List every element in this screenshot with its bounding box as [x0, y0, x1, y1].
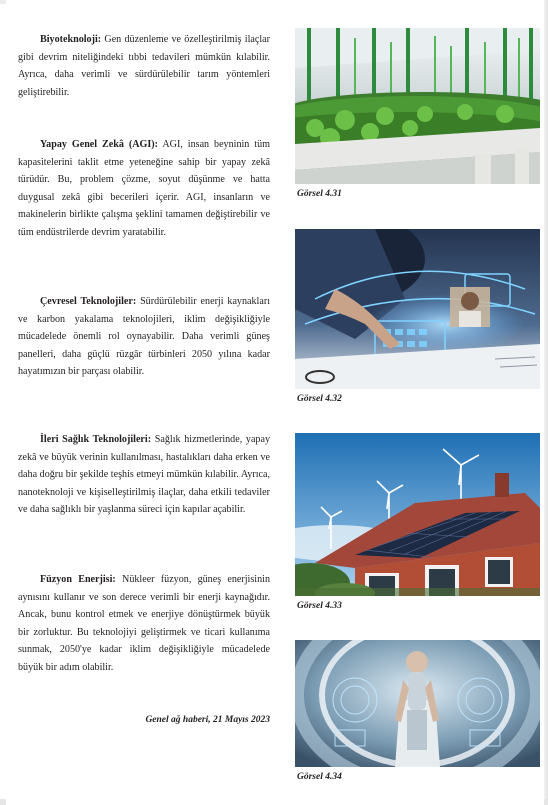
- figure-caption: Görsel 4.31: [297, 189, 342, 199]
- paragraph-heading: İleri Sağlık Teknolojileri:: [40, 434, 152, 445]
- paragraph-body: Nükleer füzyon, güneş enerjisinin aynısını kullanır ve son derece verimli bir enerji kaynağıdır. Ancak, bunu kontrol etmek ve enerjiye dönüştürmek büyük bir zorluktur. Bu teknolojiyi geliştirmek ve ticari kullanıma sunmak, 2050'ye kadar iklim değişikliğiyle mücadelede büyük bir adım olabilir.: [18, 574, 270, 673]
- paragraph-fusion-energy: [18, 571, 270, 677]
- paragraph-body: AGI, insan beyninin tüm kapasitelerini taklit etme yeteneğine sahip bir yapay zekâ türüdür. Bu, problem çözme, soyut düşünme ve hatta duygusal zekâ gibi becerileri içerir. AGI, insanların ve makinelerin birlikte çalışma şeklini tamamen değiştirebilir ve tüm endüstrilerde devrim yaratabilir.: [18, 139, 270, 238]
- paragraph-body: Sağlık hizmetlerinde, yapay zekâ ve büyük verinin kullanılması, hastalıkları daha erken ve daha doğru bir şekilde teşhis etmeyi mümkün kılabilir. Ayrıca, nanoteknoloji ve kişiselleştirilmiş ilaçlar, daha etkili tedaviler ve daha sağlıklı bir yaşlanma süreci için kapılar açabilir.: [18, 434, 270, 516]
- figure-vertical-farm: [295, 28, 540, 184]
- paragraph-heading: Füzyon Enerjisi:: [40, 574, 116, 585]
- paragraph-body: Sürdürülebilir enerji kaynakları ve karbon yakalama teknolojileri, iklim değişikliğiyle mücadelede önemli rol oynayabilir. Daha verimli güneş panelleri, daha güçlü rüzgâr türbinleri 2050 yılına kadar hayatımızın bir parçası olabilir.: [18, 296, 270, 378]
- paragraph-health-tech: [18, 431, 270, 519]
- paragraph-heading: Yapay Genel Zekâ (AGI):: [40, 139, 158, 150]
- paragraph-heading: Biyoteknoloji:: [40, 34, 102, 45]
- paragraph-biotechnology: [18, 31, 270, 101]
- figure-holographic-interface: [295, 229, 540, 389]
- figure-caption: Görsel 4.33: [297, 601, 342, 611]
- figure-caption: Görsel 4.34: [297, 772, 342, 782]
- paragraph-environmental-tech: [18, 293, 270, 381]
- figure-caption: Görsel 4.32: [297, 394, 342, 404]
- figure-solar-house: [295, 433, 540, 596]
- paragraph-heading: Çevresel Teknolojiler:: [40, 296, 137, 307]
- source-citation: Genel ağ haberi, 21 Mayıs 2023: [145, 715, 270, 725]
- paragraph-body: Gen düzenleme ve özelleştirilmiş ilaçlar gibi devrim niteliğindeki tıbbi tedavileri mümkün kılabilir. Ayrıca, daha verimli ve sürdürülebilir tarım yöntemleri geliştirebilir.: [18, 34, 270, 98]
- paragraph-agi: [18, 136, 270, 242]
- document-page: [6, 0, 544, 805]
- figure-medical-scanner: [295, 640, 540, 767]
